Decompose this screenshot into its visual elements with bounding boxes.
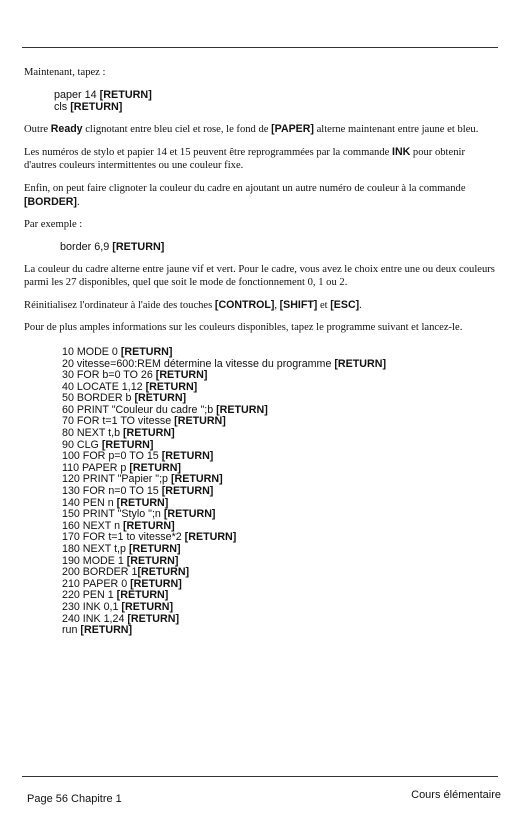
return-key: [RETURN]	[161, 450, 214, 463]
return-key: [RETURN]	[120, 345, 173, 358]
cadre-paragraph: La couleur du cadre alterne entre jaune vif et vert. Pour le cadre, vous avez le choix entre une ou deux couleurs parmi les 27 disponibles, quel que soit le mode de fonctionnement 0, 1 ou 2.	[24, 263, 495, 289]
return-key: [RETURN]	[137, 566, 190, 579]
program-line: 20 vitesse=600:REM détermine la vitesse du programme [RETURN]	[62, 357, 387, 370]
return-key: [RETURN]	[99, 88, 152, 101]
return-key: [RETURN]	[123, 519, 175, 532]
return-key: [RETURN]	[129, 461, 181, 474]
par-exemple-text: Par exemple :	[24, 219, 83, 231]
esc-key: [ESC]	[330, 298, 360, 311]
example-paper-block	[24, 89, 499, 115]
program-line: 150 PRINT "Stylo ";n [RETURN]	[62, 508, 216, 521]
program-line: 220 PEN 1 [RETURN]	[62, 589, 169, 602]
return-key: [RETURN]	[70, 101, 123, 114]
ready-keyword: Ready	[50, 123, 83, 136]
program-line: 50 BORDER b [RETURN]	[62, 392, 187, 405]
code-line: cls [RETURN]	[54, 101, 123, 114]
return-key: [RETURN]	[174, 415, 226, 428]
return-key: [RETURN]	[216, 403, 268, 416]
program-line: 110 PAPER p [RETURN]	[62, 461, 181, 474]
program-line: 120 PRINT "Papier ";p [RETURN]	[62, 473, 223, 486]
return-key: [RETURN]	[130, 577, 182, 590]
program-line: 100 FOR p=0 TO 15 [RETURN]	[62, 450, 214, 463]
code-line: paper 14 [RETURN]	[54, 88, 152, 101]
return-key: [RETURN]	[80, 624, 133, 637]
program-line: 190 MODE 1 [RETURN]	[62, 554, 179, 567]
program-line: run [RETURN]	[62, 624, 133, 637]
program-intro-paragraph: Pour de plus amples informations sur les couleurs disponibles, tapez le programme suivant et lancez-le.	[24, 322, 463, 334]
border-paragraph: Enfin, on peut faire clignoter la couleur du cadre en ajoutant un autre numéro de couleur à la commande [BORDER].	[24, 182, 466, 208]
section-title: Cours élémentaire	[411, 789, 501, 801]
program-line: 230 INK 0,1 [RETURN]	[62, 600, 174, 613]
ready-paragraph: Outre Ready clignotant entre bleu ciel et rose, le fond de [PAPER] alterne maintenant entre jaune et bleu.	[24, 123, 479, 136]
control-key: [CONTROL]	[214, 298, 275, 311]
return-key: [RETURN]	[145, 380, 198, 393]
example-border-block	[24, 241, 499, 254]
return-key: [RETURN]	[116, 589, 169, 602]
top-rule	[22, 47, 498, 48]
return-key: [RETURN]	[334, 357, 387, 370]
program-line: 60 PRINT "Couleur du cadre ";b [RETURN]	[62, 403, 268, 416]
program-line: 130 FOR n=0 TO 15 [RETURN]	[62, 485, 214, 498]
program-line: 170 FOR t=1 to vitesse*2 [RETURN]	[62, 531, 237, 544]
program-line: 160 NEXT n [RETURN]	[62, 519, 175, 532]
program-line: 70 FOR t=1 TO vitesse [RETURN]	[62, 415, 226, 428]
program-line: 80 NEXT t,b [RETURN]	[62, 427, 175, 440]
return-key: [RETURN]	[127, 612, 180, 625]
reset-paragraph: Réinitialisez l'ordinateur à l'aide des touches [CONTROL], [SHIFT] et [ESC].	[24, 298, 362, 311]
return-key: [RETURN]	[170, 473, 223, 486]
return-key: [RETURN]	[112, 240, 165, 253]
bottom-rule	[22, 776, 498, 777]
program-line: 180 NEXT t,p [RETURN]	[62, 543, 181, 556]
return-key: [RETURN]	[161, 485, 214, 498]
program-line: 140 PEN n [RETURN]	[62, 496, 169, 509]
return-key: [RETURN]	[184, 531, 237, 544]
border-keyword: [BORDER]	[24, 195, 77, 208]
intro-text: Maintenant, tapez :	[24, 67, 106, 78]
page-body	[24, 66, 499, 637]
return-key: [RETURN]	[128, 543, 181, 556]
code-line: border 6,9 [RETURN]	[60, 240, 165, 253]
return-key: [RETURN]	[121, 600, 174, 613]
program-line: 90 CLG [RETURN]	[62, 438, 154, 451]
program-line: 10 MODE 0 [RETURN]	[62, 345, 173, 358]
page-number: Page 56 Chapitre 1	[27, 793, 122, 805]
return-key: [RETURN]	[116, 496, 169, 509]
return-key: [RETURN]	[155, 369, 208, 382]
program-listing	[24, 347, 499, 637]
program-line: 200 BORDER 1[RETURN]	[62, 566, 190, 579]
program-line: 210 PAPER 0 [RETURN]	[62, 577, 182, 590]
paper-keyword: [PAPER]	[271, 123, 314, 136]
program-line: 40 LOCATE 1,12 [RETURN]	[62, 380, 198, 393]
ink-paragraph: Les numéros de stylo et papier 14 et 15 peuvent être reprogrammées par la commande INK pour obtenir d'autres couleurs intermittentes ou une couleur fixe.	[24, 145, 465, 172]
program-line: 30 FOR b=0 TO 26 [RETURN]	[62, 369, 208, 382]
shift-key: [SHIFT]	[279, 298, 318, 311]
return-key: [RETURN]	[123, 427, 175, 440]
return-key: [RETURN]	[101, 438, 154, 451]
ink-keyword: INK	[392, 145, 411, 158]
return-key: [RETURN]	[163, 508, 216, 521]
return-key: [RETURN]	[126, 554, 179, 567]
return-key: [RETURN]	[134, 392, 187, 405]
program-line: 240 INK 1,24 [RETURN]	[62, 612, 180, 625]
